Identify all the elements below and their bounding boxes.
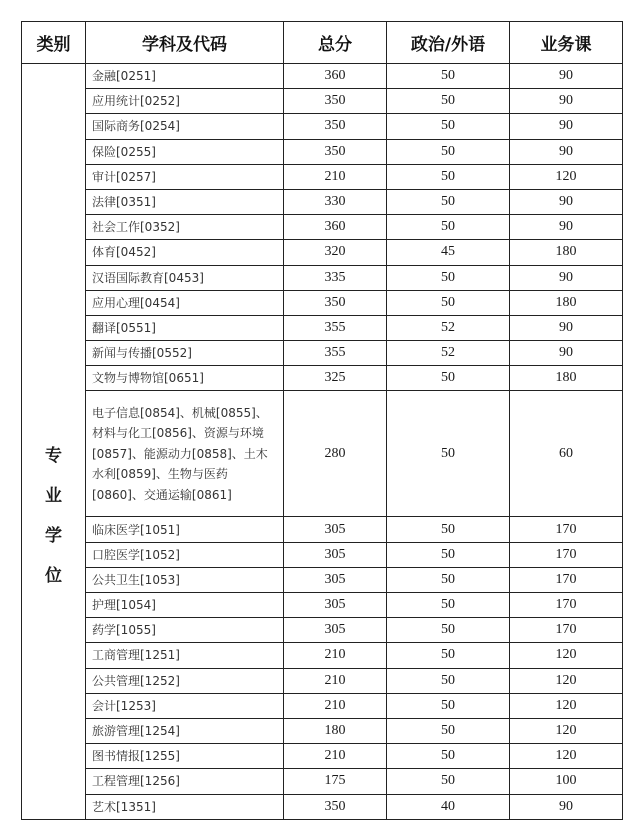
subject-cell: 药学[1055] [86,618,284,643]
category-char: 业 [45,486,62,507]
major-cell: 60 [510,391,623,517]
table-row [22,643,623,668]
table-row [22,315,623,340]
subject-cell: 法律[0351] [86,189,284,214]
total-cell: 305 [284,618,387,643]
total-cell: 360 [284,215,387,240]
politics-language-cell: 50 [387,366,510,391]
politics-language-cell: 50 [387,215,510,240]
subject-cell: 图书情报[1255] [86,744,284,769]
subject-cell: 应用统计[0252] [86,89,284,114]
subject-cell: 体育[0452] [86,240,284,265]
score-table [21,21,623,820]
table-row [22,265,623,290]
total-cell: 210 [284,744,387,769]
total-cell: 350 [284,290,387,315]
major-cell: 120 [510,164,623,189]
category-char: 学 [45,526,62,547]
politics-language-cell: 50 [387,593,510,618]
header-total: 总分 [284,22,387,64]
table-row [22,744,623,769]
category-cell [22,64,86,820]
subject-cell: 旅游管理[1254] [86,718,284,743]
total-cell: 305 [284,542,387,567]
major-cell: 90 [510,114,623,139]
politics-language-cell: 50 [387,290,510,315]
major-cell: 90 [510,189,623,214]
major-cell: 120 [510,643,623,668]
table-row [22,189,623,214]
total-cell: 335 [284,265,387,290]
subject-cell: 会计[1253] [86,693,284,718]
subject-cell: 护理[1054] [86,593,284,618]
politics-language-cell: 50 [387,718,510,743]
table-row [22,517,623,542]
total-cell: 210 [284,643,387,668]
table-row [22,114,623,139]
table-body [22,64,623,820]
major-cell: 90 [510,64,623,89]
major-cell: 180 [510,240,623,265]
subject-cell: 艺术[1351] [86,794,284,819]
politics-language-cell: 50 [387,64,510,89]
table-row [22,769,623,794]
total-cell: 210 [284,164,387,189]
politics-language-cell: 40 [387,794,510,819]
politics-language-cell: 52 [387,341,510,366]
politics-language-cell: 50 [387,744,510,769]
subject-cell: 新闻与传播[0552] [86,341,284,366]
major-cell: 90 [510,341,623,366]
politics-language-cell: 50 [387,693,510,718]
major-cell: 170 [510,517,623,542]
table-row [22,593,623,618]
subject-cell: 临床医学[1051] [86,517,284,542]
table-row [22,567,623,592]
politics-language-cell: 50 [387,89,510,114]
politics-language-cell: 50 [387,517,510,542]
total-cell: 180 [284,718,387,743]
total-cell: 350 [284,89,387,114]
subject-cell: 汉语国际教育[0453] [86,265,284,290]
total-cell: 305 [284,567,387,592]
major-cell: 170 [510,618,623,643]
subject-cell: 公共卫生[1053] [86,567,284,592]
table-row [22,341,623,366]
subject-cell: 文物与博物馆[0651] [86,366,284,391]
total-cell: 210 [284,668,387,693]
subject-cell: 电子信息[0854]、机械[0855]、材料与化工[0856]、资源与环境[0857]、能源动力[0858]、土木水利[0859]、生物与医药[0860]、交通运输[0861] [86,391,284,517]
table-row [22,794,623,819]
major-cell: 100 [510,769,623,794]
total-cell: 330 [284,189,387,214]
table-row [22,215,623,240]
politics-language-cell: 45 [387,240,510,265]
table-row [22,718,623,743]
politics-language-cell: 50 [387,114,510,139]
major-cell: 170 [510,593,623,618]
politics-language-cell: 50 [387,769,510,794]
major-cell: 170 [510,567,623,592]
total-cell: 355 [284,315,387,340]
politics-language-cell: 50 [387,265,510,290]
major-cell: 90 [510,215,623,240]
subject-cell: 保险[0255] [86,139,284,164]
table-row [22,618,623,643]
total-cell: 355 [284,341,387,366]
politics-language-cell: 50 [387,139,510,164]
total-cell: 350 [284,794,387,819]
subject-cell: 社会工作[0352] [86,215,284,240]
total-cell: 360 [284,64,387,89]
table-row [22,164,623,189]
total-cell: 350 [284,139,387,164]
subject-cell: 金融[0251] [86,64,284,89]
politics-language-cell: 50 [387,189,510,214]
category-char: 专 [45,446,62,467]
subject-cell: 翻译[0551] [86,315,284,340]
subject-cell: 工商管理[1251] [86,643,284,668]
major-cell: 180 [510,290,623,315]
total-cell: 320 [284,240,387,265]
major-cell: 90 [510,315,623,340]
table-row [22,668,623,693]
politics-language-cell: 50 [387,643,510,668]
table-row [22,693,623,718]
header-row [22,22,623,64]
major-cell: 170 [510,542,623,567]
major-cell: 90 [510,265,623,290]
major-cell: 180 [510,366,623,391]
politics-language-cell: 50 [387,668,510,693]
table-row [22,290,623,315]
politics-language-cell: 52 [387,315,510,340]
table-row [22,366,623,391]
subject-cell: 公共管理[1252] [86,668,284,693]
politics-language-cell: 50 [387,618,510,643]
major-cell: 120 [510,718,623,743]
header-subject: 学科及代码 [86,22,284,64]
politics-language-cell: 50 [387,391,510,517]
subject-cell: 国际商务[0254] [86,114,284,139]
subject-cell: 口腔医学[1052] [86,542,284,567]
total-cell: 350 [284,114,387,139]
total-cell: 175 [284,769,387,794]
major-cell: 90 [510,89,623,114]
header-politics-language: 政治/外语 [387,22,510,64]
subject-cell: 工程管理[1256] [86,769,284,794]
subject-cell: 应用心理[0454] [86,290,284,315]
header-category: 类别 [22,22,86,64]
table-row [22,542,623,567]
politics-language-cell: 50 [387,542,510,567]
table-row [22,64,623,89]
category-label [22,436,85,596]
category-char: 位 [45,566,62,587]
total-cell: 305 [284,593,387,618]
total-cell: 305 [284,517,387,542]
major-cell: 90 [510,794,623,819]
major-cell: 120 [510,693,623,718]
total-cell: 210 [284,693,387,718]
major-cell: 120 [510,668,623,693]
major-cell: 120 [510,744,623,769]
subject-cell: 审计[0257] [86,164,284,189]
total-cell: 325 [284,366,387,391]
politics-language-cell: 50 [387,164,510,189]
table-row [22,139,623,164]
header-major: 业务课 [510,22,623,64]
table-row [22,391,623,517]
total-cell: 280 [284,391,387,517]
major-cell: 90 [510,139,623,164]
table-row [22,89,623,114]
table-row [22,240,623,265]
politics-language-cell: 50 [387,567,510,592]
